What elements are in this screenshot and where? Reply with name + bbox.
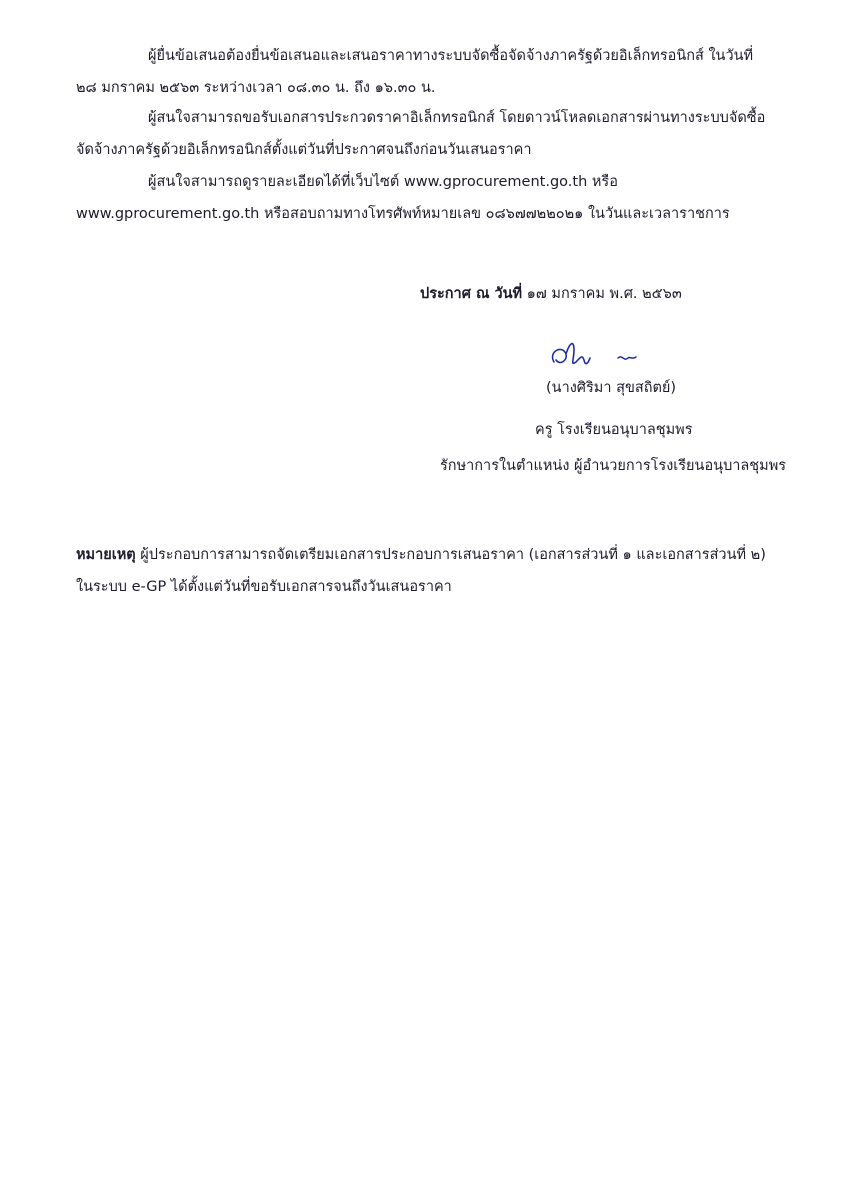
para2-line1: ผู้สนใจสามารถขอรับเอกสารประกวดราคาอิเล็กทรอนิกส์ โดยดาวน์โหลดเอกสารผ่านทางระบบจัดซื้อ	[148, 110, 766, 126]
handwritten-signature	[540, 336, 650, 376]
signatory-acting-role: รักษาการในตำแหน่ง ผู้อำนวยการโรงเรียนอนุบาลชุมพร	[440, 458, 787, 474]
note-line1	[76, 545, 766, 565]
para1-line2: ๒๘ มกราคม ๒๕๖๓ ระหว่างเวลา ๐๘.๓๐ น. ถึง ๑๖.๓๐ น.	[76, 80, 436, 96]
para2-line2: จัดจ้างภาครัฐด้วยอิเล็กทรอนิกส์ตั้งแต่วันที่ประกาศจนถึงก่อนวันเสนอราคา	[76, 142, 532, 158]
announcement-date	[420, 284, 682, 304]
para3-line2: www.gprocurement.go.th หรือสอบถามทางโทรศัพท์หมายเลข ๐๘๖๗๗๒๒๐๒๑ ในวันและเวลาราชการ	[76, 206, 730, 222]
date-prefix: ประกาศ ณ วันที่	[420, 286, 523, 302]
note-label: หมายเหตุ	[76, 547, 136, 563]
signatory-position: ครู โรงเรียนอนุบาลชุมพร	[535, 422, 693, 438]
para3-line1: ผู้สนใจสามารถดูรายละเอียดได้ที่เว็บไซต์ www.gprocurement.go.th หรือ	[148, 174, 618, 190]
note-line2: ในระบบ e-GP ได้ตั้งแต่วันที่ขอรับเอกสารจนถึงวันเสนอราคา	[76, 579, 452, 595]
note-text: ผู้ประกอบการสามารถจัดเตรียมเอกสารประกอบการเสนอราคา (เอกสารส่วนที่ ๑ และเอกสารส่วนที่ ๒)	[135, 547, 766, 563]
date-value: ๑๗ มกราคม พ.ศ. ๒๕๖๓	[522, 286, 682, 302]
signatory-name: (นางศิริมา สุขสถิตย์)	[546, 380, 677, 396]
para1-line1: ผู้ยื่นข้อเสนอต้องยื่นข้อเสนอและเสนอราคาทางระบบจัดซื้อจัดจ้างภาครัฐด้วยอิเล็กทรอนิกส์ ในวันที่	[148, 48, 754, 64]
